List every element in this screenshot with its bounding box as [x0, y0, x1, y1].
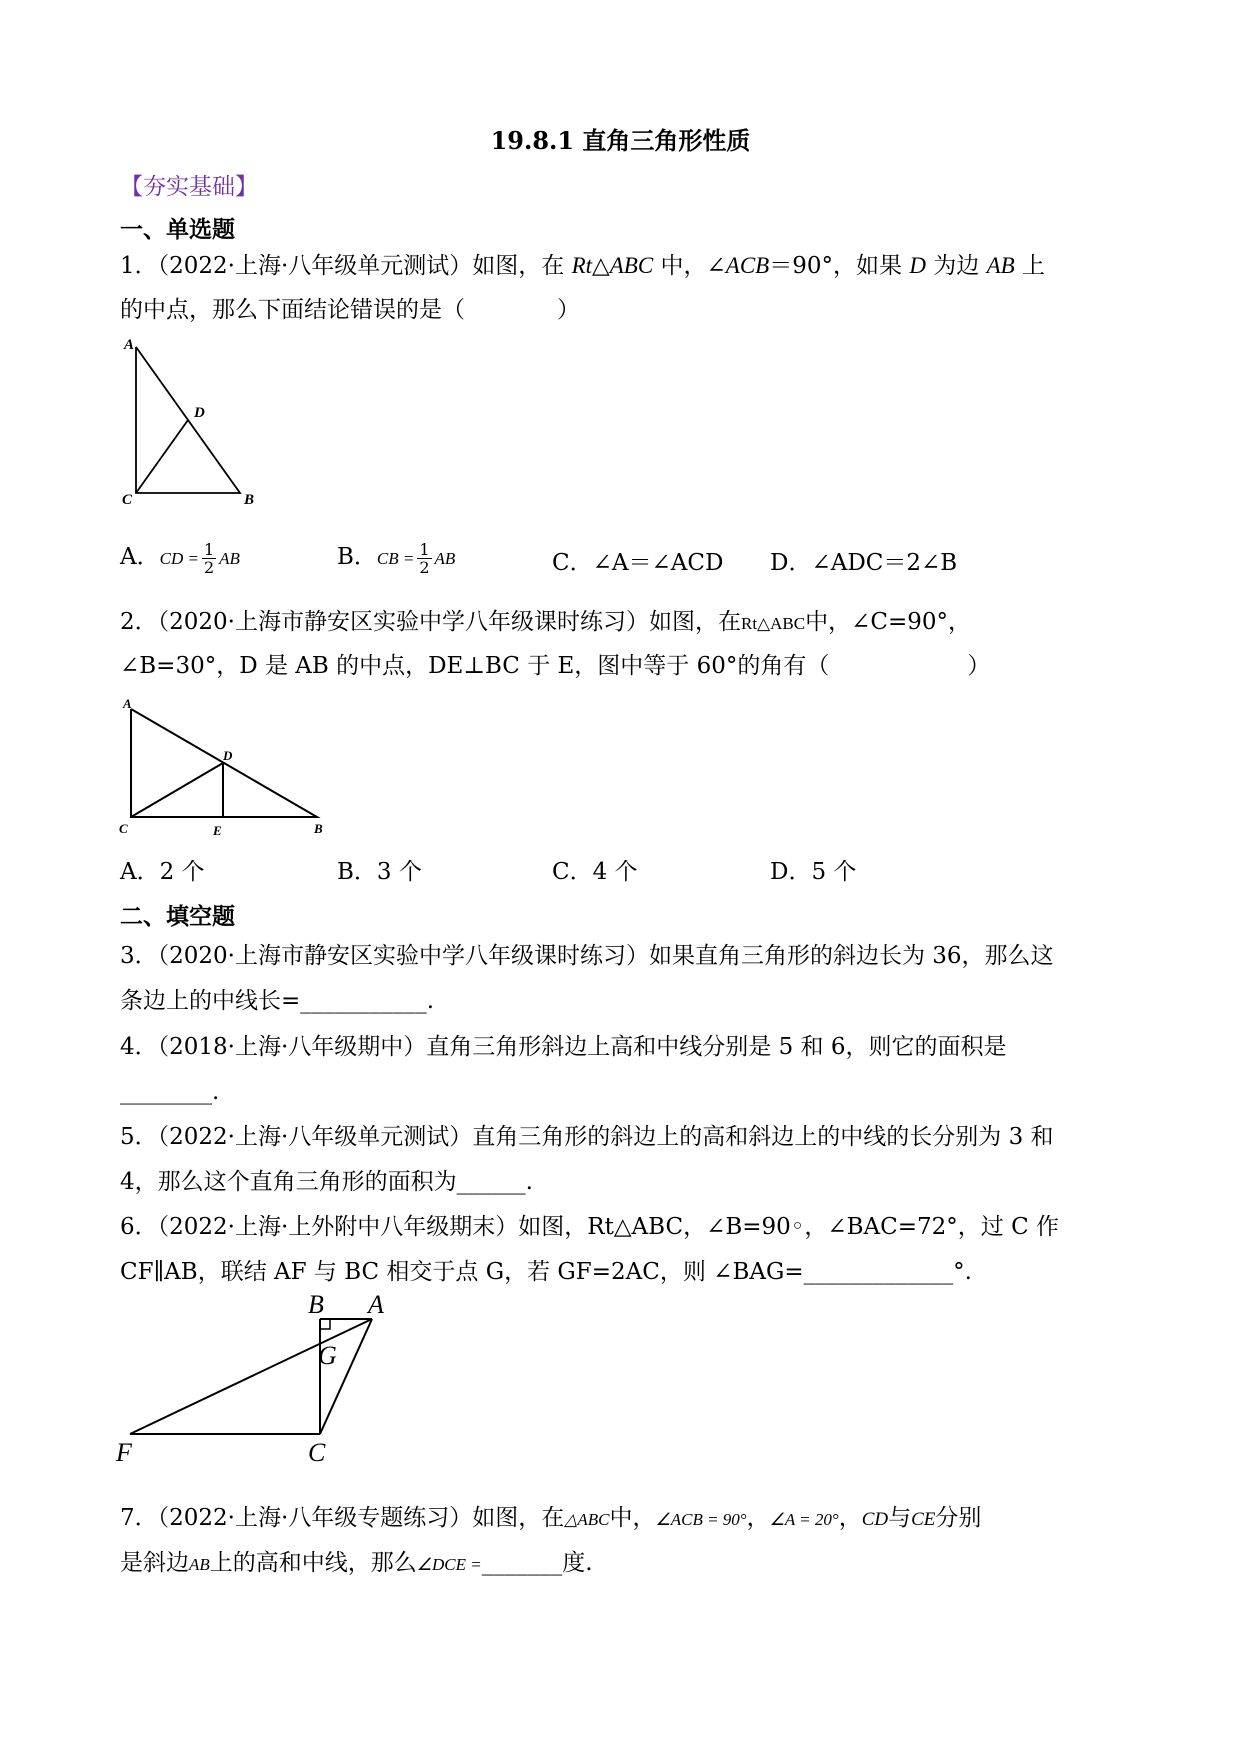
q6-segment-fa: [130, 1319, 372, 1434]
q6-label-b: B: [308, 1295, 324, 1319]
q2-label-d: D: [223, 748, 233, 763]
page-title: 19.8.1 直角三角形性质: [490, 126, 751, 155]
q6-label-c: C: [308, 1438, 326, 1467]
q2-option-b: B．3 个: [337, 859, 422, 885]
q1-median-cd: [136, 420, 188, 493]
q2-line1: 2．（2020·上海市静安区实验中学八年级课时练习）如图，在Rt△ABC中，∠C=90°，: [120, 609, 971, 635]
q4-line1: 4．（2018·上海·八年级期中）直角三角形斜边上高和中线分别是 5 和 6，则它的面积是: [120, 1034, 1007, 1060]
section-heading-single-choice: 一、单选题: [120, 216, 235, 243]
q2-median-cd: [131, 763, 223, 817]
q3-line1: 3．（2020·上海市静安区实验中学八年级课时练习）如果直角三角形的斜边长为 36，那么这: [120, 943, 1054, 969]
q1-triangle-figure: [110, 335, 260, 515]
q1-option-d: D．∠ADC＝2∠B: [770, 550, 958, 576]
q5-line1: 5．（2022·上海·八年级单元测试）直角三角形的斜边上的高和斜边上的中线的长分别为 3 和: [120, 1124, 1054, 1150]
q2-label-e: E: [213, 823, 222, 838]
q1-line2: 的中点，那么下面结论错误的是（ ）: [120, 297, 580, 323]
q5-line2: 4，那么这个直角三角形的面积为______.: [120, 1169, 533, 1195]
q6-segment-ac: [320, 1319, 372, 1434]
q6-label-a: A: [368, 1295, 384, 1319]
q4-line2: ________.: [120, 1079, 220, 1105]
q2-option-c: C．4 个: [552, 859, 638, 885]
q2-label-c: C: [119, 821, 128, 836]
q6-figure: [110, 1295, 410, 1475]
q7-line1: 7．（2022·上海·八年级专题练习）如图，在△ABC中，∠ACB = 90°，∠A = 20°，CD与CE分别: [120, 1505, 982, 1531]
q1-label-b: B: [244, 492, 255, 508]
q2-line2: ∠B=30°，D 是 AB 的中点，DE⊥BC 于 E，图中等于 60°的角有（ ）: [120, 653, 991, 679]
q6-right-angle-mark: [320, 1319, 330, 1329]
q6-line1: 6．（2022·上海·上外附中八年级期末）如图，Rt△ABC，∠B=90◦，∠BAC=72°，过 C 作: [120, 1214, 1059, 1240]
q1-label-a: A: [124, 337, 135, 353]
q2-option-a: A．2 个: [120, 859, 205, 885]
q2-label-b: B: [314, 821, 323, 836]
q2-label-a: A: [123, 696, 132, 711]
q1-line1: 1．（2022·上海·八年级单元测试）如图，在 Rt△ABC 中，∠ACB＝90°，如果 D 为边 AB 上: [120, 253, 1045, 279]
q1-label-c: C: [122, 492, 133, 508]
q3-line2: 条边上的中线长=___________.: [120, 988, 435, 1014]
q6-line2: CF∥AB，联结 AF 与 BC 相交于点 G，若 GF=2AC，则 ∠BAG=_____________°.: [120, 1259, 972, 1285]
section-heading-fill-blank: 二、填空题: [120, 903, 235, 930]
q1-option-a: A．CD = $\frac{1}{2}$ AB: [120, 539, 240, 577]
q1-option-b: B．CB = $\frac{1}{2}$ AB: [337, 539, 456, 577]
q2-triangle-figure: [115, 695, 335, 840]
q7-line2: 是斜边AB上的高和中线，那么∠DCE =_______度.: [120, 1550, 593, 1576]
q6-label-g: G: [318, 1341, 337, 1370]
q1-label-d: D: [194, 405, 205, 421]
q1-option-c: C．∠A＝∠ACD: [552, 550, 724, 576]
section-tag: 【夯实基础】: [120, 174, 258, 200]
q2-option-d: D．5 个: [770, 859, 857, 885]
q6-label-f: F: [116, 1438, 132, 1467]
